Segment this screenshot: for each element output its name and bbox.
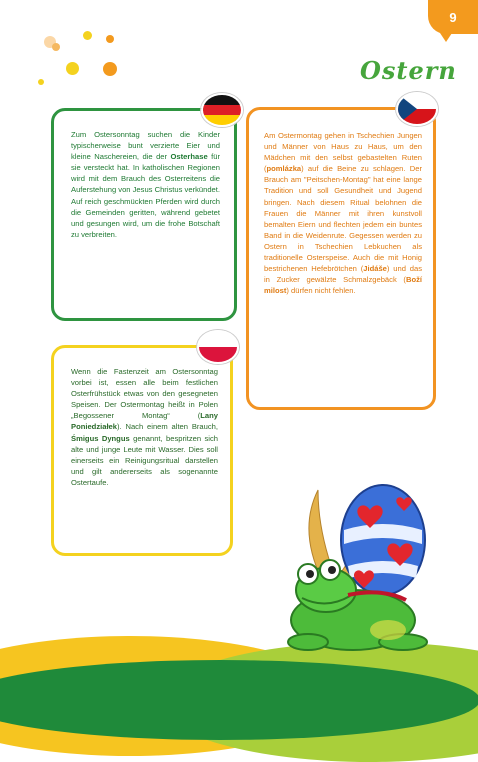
germany-flag-icon — [201, 93, 243, 127]
decorative-dot — [83, 31, 92, 40]
poland-text: Wenn die Fastenzeit am Ostersonntag vorbei ist, essen alle beim festlichen Osterfrühstück etwas von den gesegneten Speisen. Der Ostermontag heißt in Polen „Begossener Montag“ (Lany Poniedziałek). Nach einem alten Brauch, Śmigus Dyngus genannt, bespritzen sich alte und junge Leute mit Wasser. Dies soll einerseits ein Reinigungsritual darstellen und gilt andererseits als sogenannte Ostertaufe. — [71, 367, 218, 487]
decorative-dot — [103, 62, 117, 76]
decorative-dot — [52, 43, 60, 51]
decorative-dot — [38, 79, 44, 85]
germany-text: Zum Ostersonntag suchen die Kinder typischerweise bunt verzierte Eier und kleine Naschereien, die der Osterhase für sie versteckt hat. In katholischen Regionen wird mit dem Brauch des Osterreitens die Auferstehung von Jesus Christus verkündet. Auf reich geschmückten Pferden wird durch die Gemeinden geritten, während gebetet und gesungen wird, um die frohe Botschaft zu verbreiten. — [71, 130, 221, 239]
page-number-badge — [428, 0, 478, 34]
decorative-dot — [106, 35, 114, 43]
frog-with-easter-egg-icon — [278, 470, 448, 660]
page-number: 9 — [449, 9, 457, 25]
decorative-dot — [66, 62, 79, 75]
germany-text-box — [51, 108, 237, 321]
czech-flag-graphic — [398, 94, 436, 124]
page-number-tail — [438, 30, 454, 42]
poland-text-box — [51, 345, 233, 556]
czech-text-box — [246, 107, 436, 410]
page-title: Ostern — [360, 56, 457, 85]
poland-flag-icon — [197, 330, 239, 364]
czech-flag-icon — [396, 92, 438, 126]
czech-text: Am Ostermontag gehen in Tschechien Jungen und Männer von Haus zu Haus, um den Mädchen mit den selbst gebastelten Ruten (pomlázka) auf die Beine zu schlagen. Der Brauch am "Peitschen-Montag" hat eine lange Tradition und soll Gesundheit und Jugend bringen. Nach diesem Ritual belohnen die Frauen die Männer mit ihren kunstvoll bemalten Eiern und flechten jedem ein buntes Band in die Weidenrute. Gegessen werden zu Ostern in Tschechien Lebkuchen als traditionelle Osterspeise. Auch die mit Honig bestrichenen Hefebrötchen (Jidáše) und das in Zucker gewälzte Schmalzgebäck (Boží milost) dürfen nicht fehlen. — [264, 131, 422, 296]
